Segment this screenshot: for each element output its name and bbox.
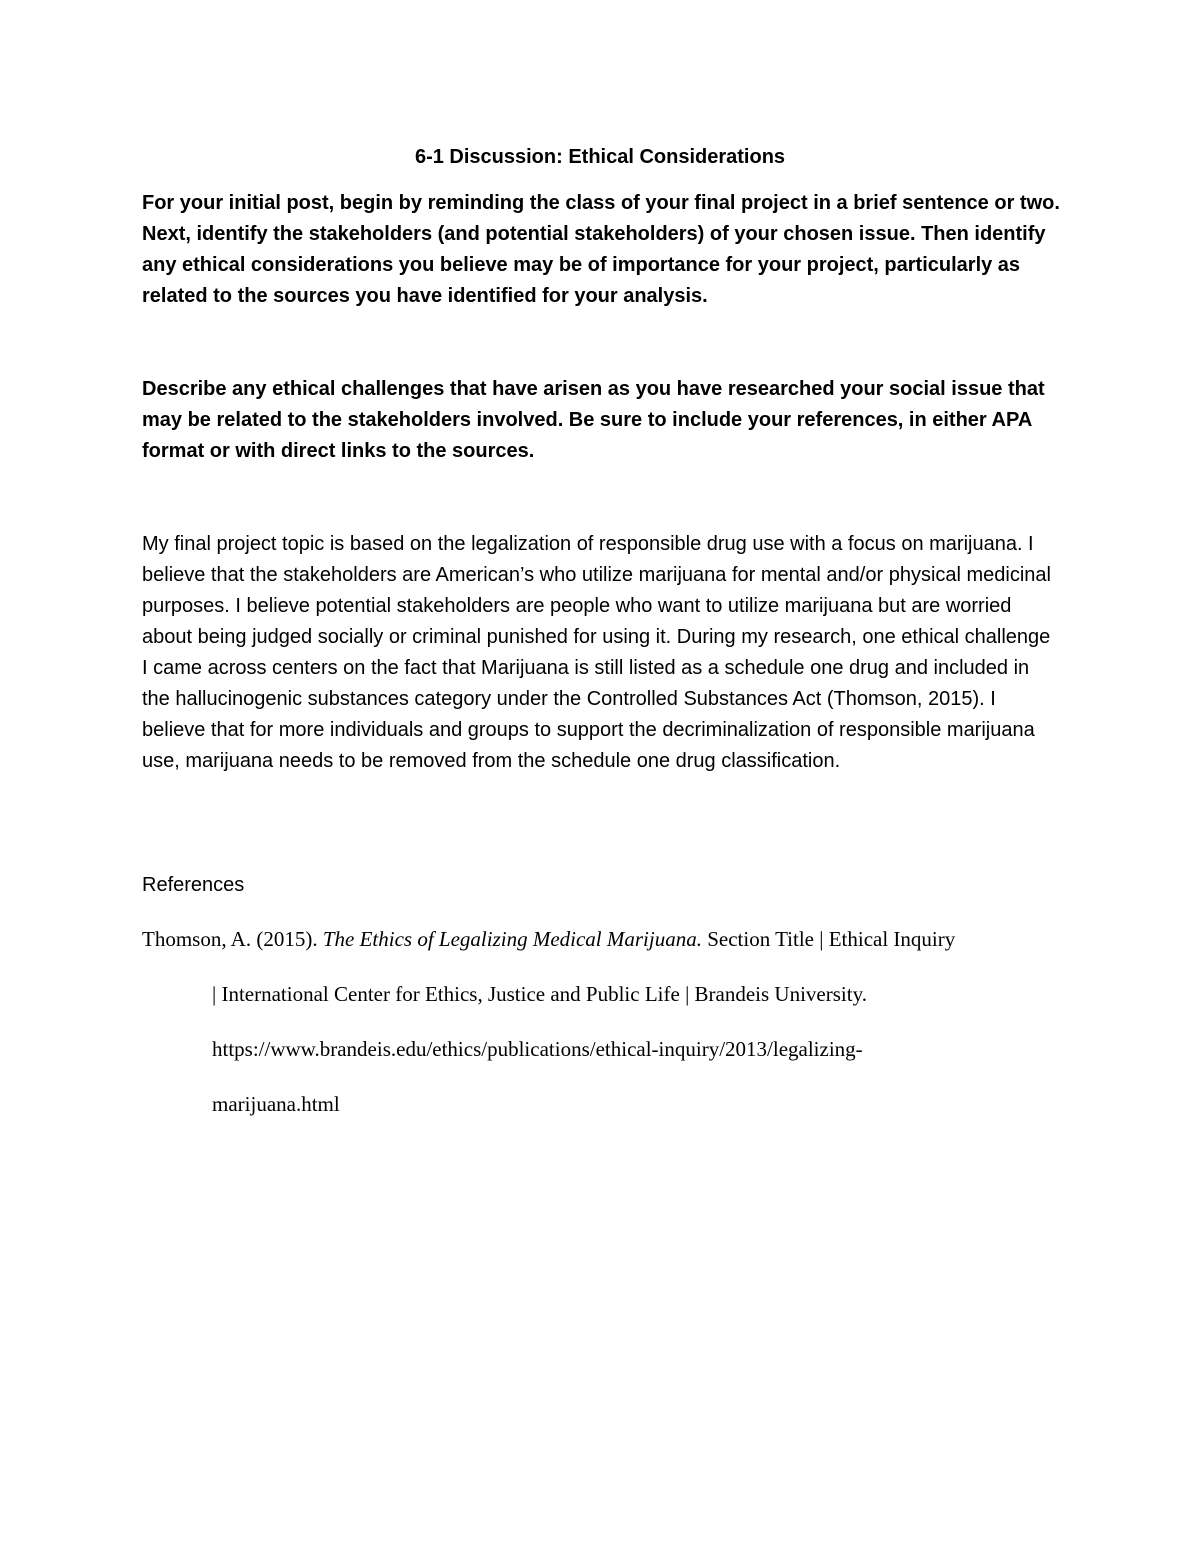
reference-url-line-1: https://www.brandeis.edu/ethics/publications/ethical-inquiry/2013/legalizing- [212, 1037, 863, 1061]
reference-line-2: | International Center for Ethics, Justice and Public Life | Brandeis University. [212, 982, 867, 1006]
page-title: 6-1 Discussion: Ethical Considerations [414, 146, 786, 168]
reference-line-1 [142, 912, 1082, 967]
reference-section: Section Title | Ethical Inquiry [707, 927, 956, 951]
reference-entry [142, 912, 1082, 1132]
reference-authors: Thomson, A. (2015). [142, 927, 318, 951]
references-heading: References [142, 874, 245, 896]
prompt-paragraph-2: Describe any ethical challenges that have arisen as you have researched your social issue that may be related to the stakeholders involved. Be sure to include your references, in either APA format or with direct links to the sources. [142, 378, 1045, 462]
reference-url-line-2: marijuana.html [212, 1092, 340, 1116]
reference-title: The Ethics of Legalizing Medical Marijuana. [322, 927, 702, 951]
prompt-paragraph-1: For your initial post, begin by reminding the class of your final project in a brief sentence or two. Next, identify the stakeholders (and potential stakeholders) of your chosen issue. Then identify any ethical considerations you believe may be of importance for your project, particularly as related to the sources you have identified for your analysis. [142, 192, 1060, 307]
response-paragraph: My final project topic is based on the legalization of responsible drug use with a focus on marijuana. I believe that the stakeholders are American’s who utilize marijuana for mental and/or physical medicinal purposes. I believe potential stakeholders are people who want to utilize marijuana but are worried about being judged socially or criminal punished for using it. During my research, one ethical challenge I came across centers on the fact that Marijuana is still listed as a schedule one drug and included in the hallucinogenic substances category under the Controlled Substances Act (Thomson, 2015). I believe that for more individuals and groups to support the decriminalization of responsible marijuana use, marijuana needs to be removed from the schedule one drug classification. [142, 533, 1051, 772]
